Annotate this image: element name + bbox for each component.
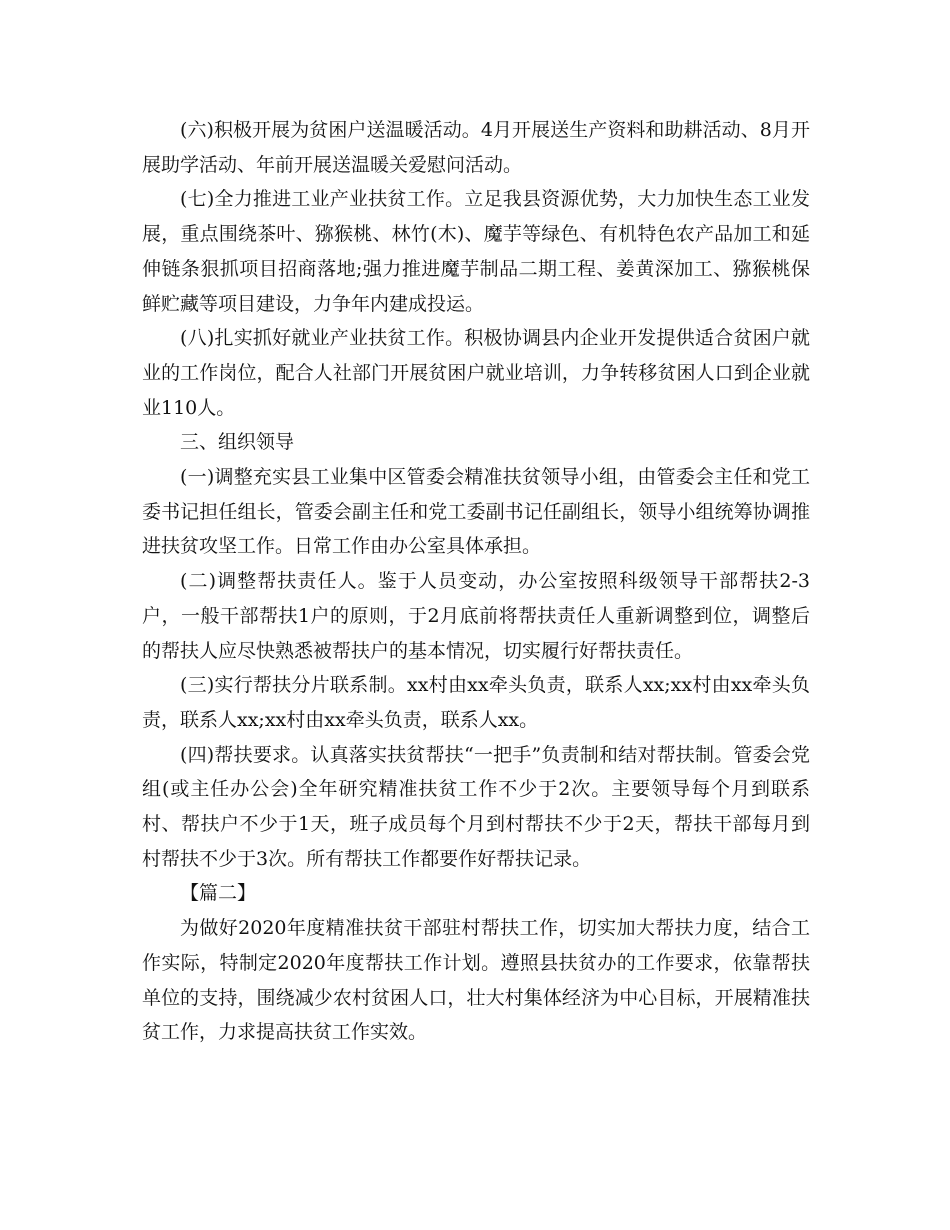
paragraph-six-warmth-activities: (六)积极开展为贫困户送温暖活动。4月开展送生产资料和助耕活动、8月开展助学活动、年前开展送温暖关爱慰问活动。 [142,119,810,176]
paragraph-part-two-intro: 为做好2020年度精准扶贫干部驻村帮扶工作，切实加大帮扶力度，结合工作实际，特制定2020年度帮扶工作计划。遵照县扶贫办的工作要求，依靠帮扶单位的支持，围绕减少农村贫困人口，壮大村集体经济为中心目标，开展精准扶贫工作，力求提高扶贫工作实效。 [142,917,810,1044]
document-body [142,113,810,1050]
part-two-heading: 【篇二】 [180,882,257,905]
paragraph-four-assistance-requirements: (四)帮扶要求。认真落实扶贫帮扶“一把手”负责制和结对帮扶制。管委会党组(或主任办公会)全年研究精准扶贫工作不少于2次。主要领导每个月到联系村、帮扶户不少于1天，班子成员每个月到村帮扶不少于2天，帮扶干部每月到村帮扶不少于3次。所有帮扶工作都要作好帮扶记录。 [142,743,810,870]
paragraph-two-responsible-persons: (二)调整帮扶责任人。鉴于人员变动，办公室按照科级领导干部帮扶2-3户，一般干部帮扶1户的原则，于2月底前将帮扶责任人重新调整到位，调整后的帮扶人应尽快熟悉被帮扶户的基本情况，切实履行好帮扶责任。 [142,570,810,662]
paragraph-seven-industrial-poverty-relief: (七)全力推进工业产业扶贫工作。立足我县资源优势，大力加快生态工业发展，重点围绕茶叶、猕猴桃、林竹(木)、魔芋等绿色、有机特色农产品加工和延伸链条狠抓项目招商落地;强力推进魔芋制品二期工程、姜黄深加工、猕猴桃保鲜贮藏等项目建设，力争年内建成投运。 [142,188,810,315]
paragraph-eight-employment-poverty-relief: (八)扎实抓好就业产业扶贫工作。积极协调县内企业开发提供适合贫困户就业的工作岗位，配合人社部门开展贫困户就业培训，力争转移贫困人口到企业就业110人。 [142,327,810,419]
paragraph-one-leadership-group: (一)调整充实县工业集中区管委会精准扶贫领导小组，由管委会主任和党工委书记担任组长，管委会副主任和党工委副书记任副组长，领导小组统筹协调推进扶贫攻坚工作。日常工作由办公室具体承担。 [142,466,810,558]
section-heading-organization-leadership: 三、组织领导 [180,431,295,454]
paragraph-three-zoned-contact-system: (三)实行帮扶分片联系制。xx村由xx牵头负责，联系人xx;xx村由xx牵头负责，联系人xx;xx村由xx牵头负责，联系人xx。 [142,674,810,731]
